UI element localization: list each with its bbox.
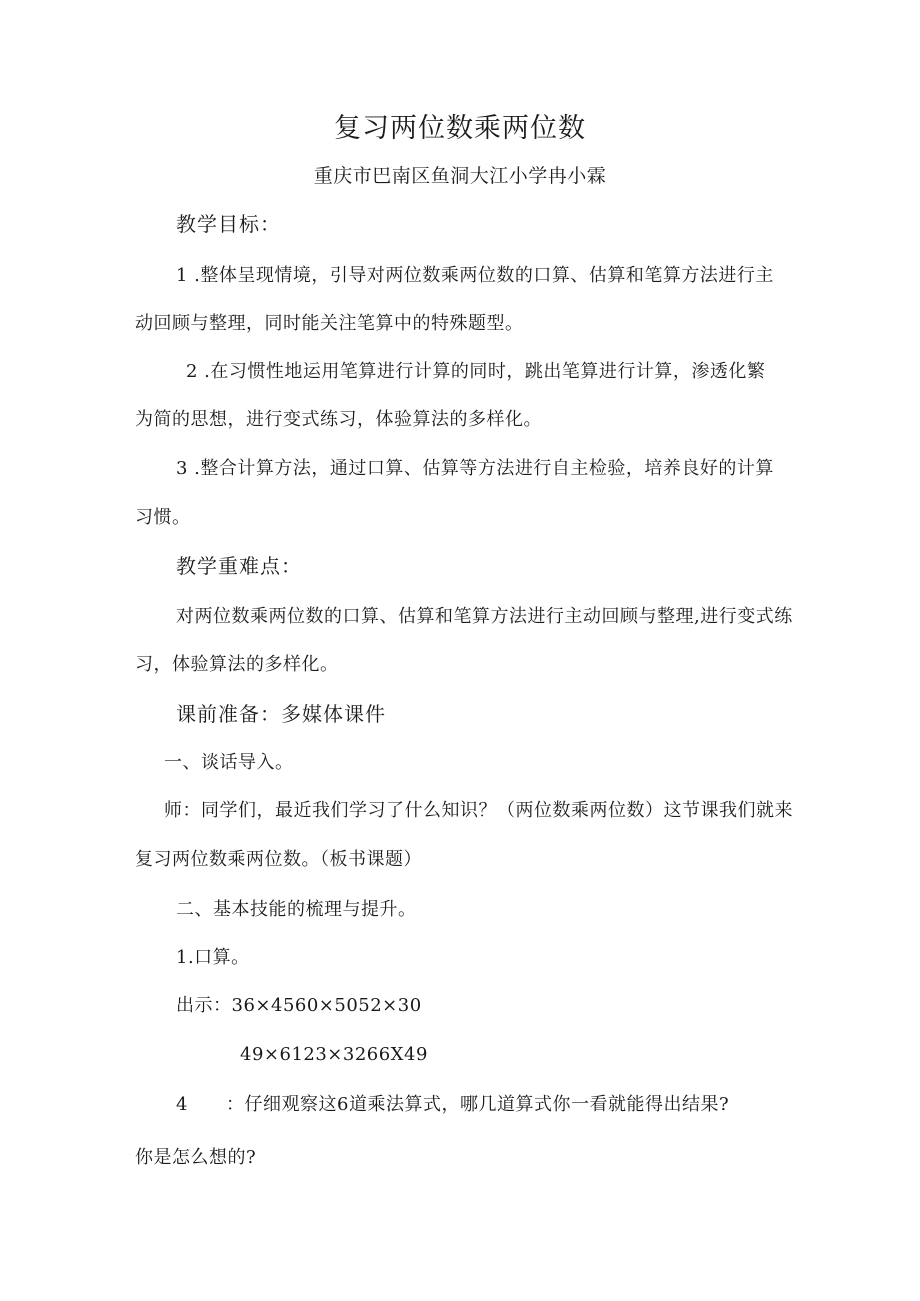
objective-2-line-2: 为简的思想，进行变式练习，体验算法的多样化。	[135, 409, 542, 430]
oral-calc-heading: 1.口算。	[176, 947, 250, 968]
section-1-heading: 一、谈话导入。	[164, 752, 294, 773]
question-number: 4	[176, 1094, 188, 1115]
section-1-line-2: 复习两位数乘两位数。（板书课题）	[135, 849, 422, 870]
section-1-line-1: 师：同学们，最近我们学习了什么知识？（两位数乘两位数）这节课我们就来	[164, 800, 793, 821]
key-points-line-2: 习，体验算法的多样化。	[135, 654, 339, 675]
key-points-line-1: 对两位数乘两位数的口算、估算和笔算方法进行主动回顾与整理,进行变式练	[176, 606, 793, 627]
question-text: ：仔细观察这6道乘法算式，哪几道算式你一看就能得出结果?	[226, 1094, 730, 1115]
preparation-line: 课前准备：多媒体课件	[176, 702, 386, 726]
exercise-line-2: 49×6123×3266X49	[240, 1044, 428, 1065]
objective-1-line-1: 1 .整体呈现情境，引导对两位数乘两位数的口算、估算和笔算方法进行主	[176, 265, 774, 286]
author-line: 重庆市巴南区鱼洞大江小学冉小霖	[313, 165, 607, 187]
objective-1-line-2: 动回顾与整理，同时能关注笔算中的特殊题型。	[135, 313, 524, 334]
exercise-line-1: 出示：36×4560×5052×30	[176, 995, 422, 1016]
objective-3-line-2: 习惯。	[135, 507, 191, 528]
objective-2-line-1: 2 .在习惯性地运用笔算进行计算的同时，跳出笔算进行计算，渗透化繁	[186, 361, 766, 382]
section-2-heading: 二、基本技能的梳理与提升。	[176, 899, 417, 920]
question-line-2: 你是怎么想的?	[135, 1147, 257, 1168]
key-points-heading: 教学重难点：	[176, 554, 302, 578]
document-title: 复习两位数乘两位数	[334, 113, 586, 144]
objective-3-line-1: 3 .整合计算方法，通过口算、估算等方法进行自主检验，培养良好的计算	[176, 458, 774, 479]
objectives-heading: 教学目标：	[176, 212, 281, 236]
